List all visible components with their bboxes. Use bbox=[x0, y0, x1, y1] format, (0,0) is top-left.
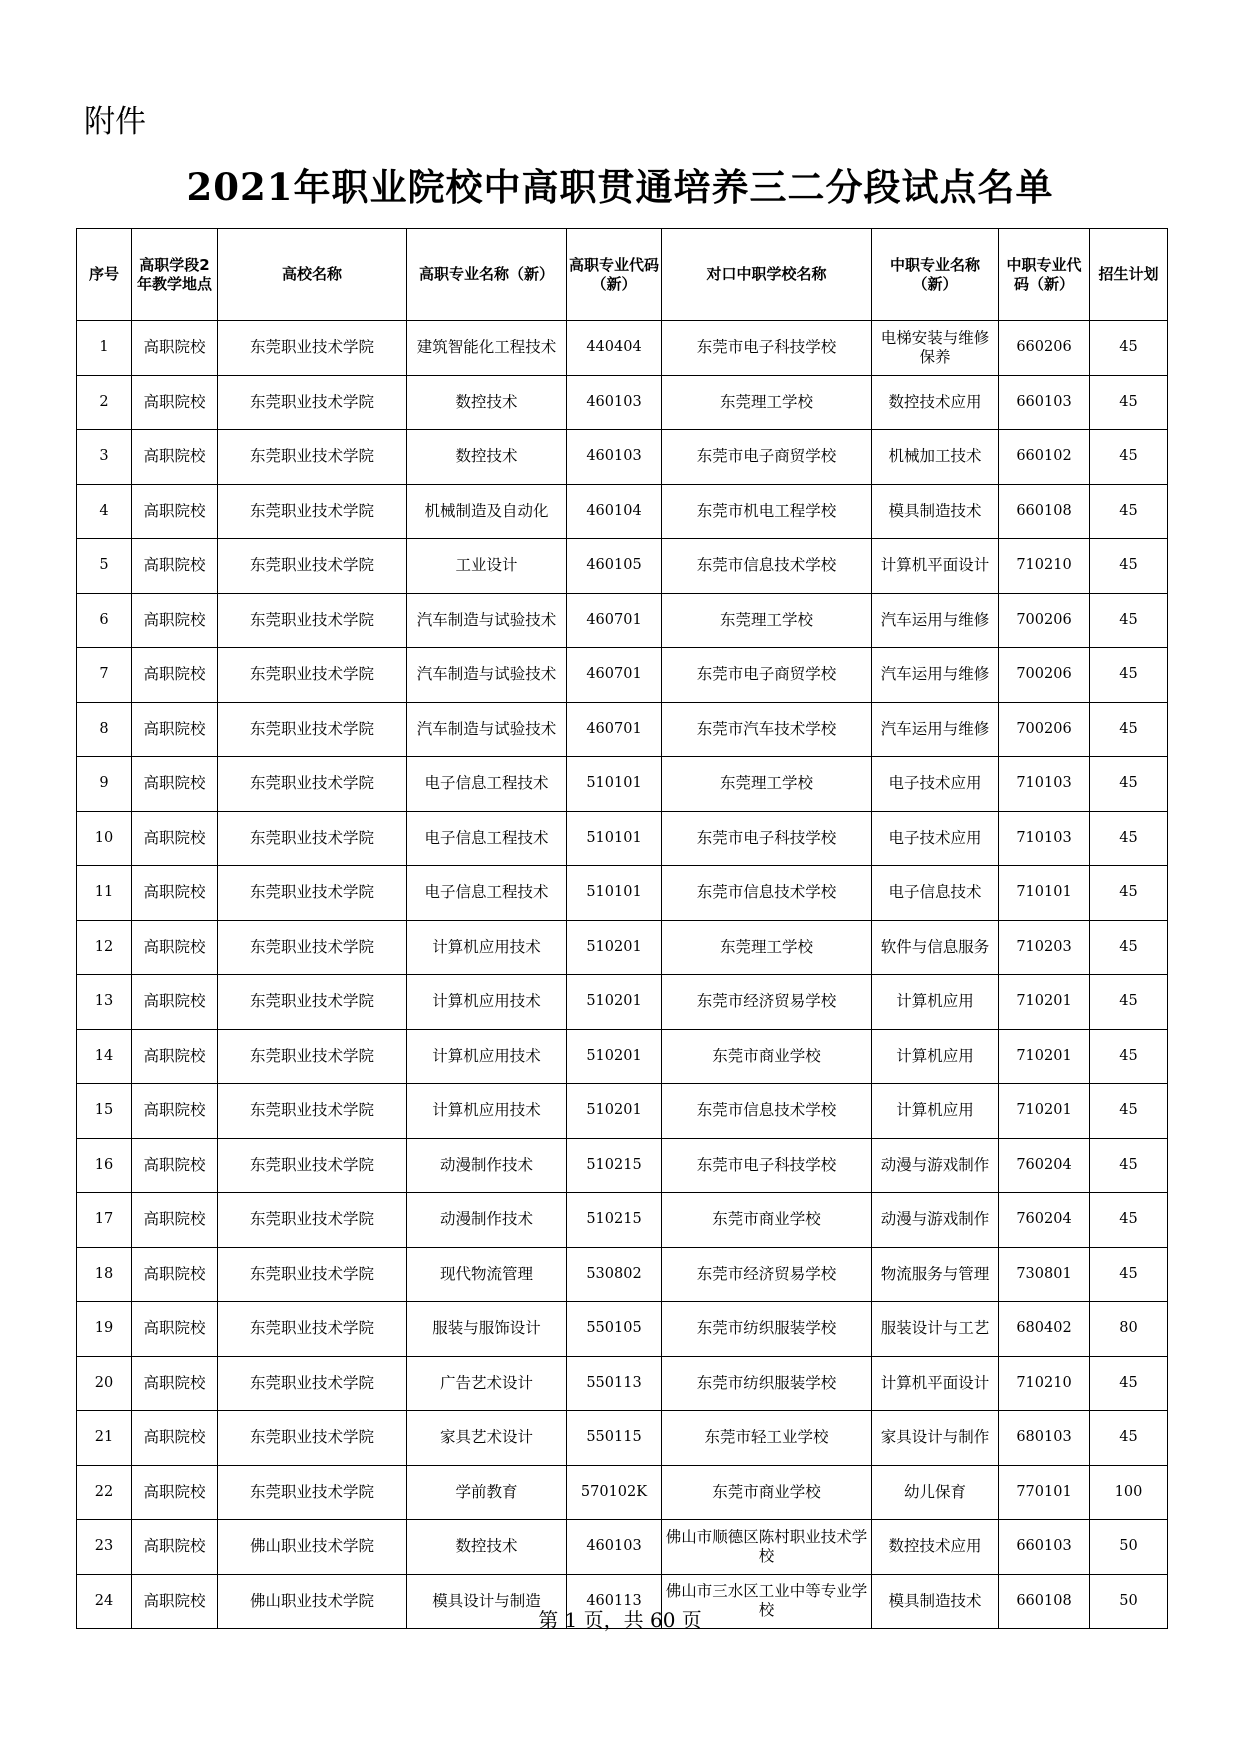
cell-college-name: 佛山职业技术学院 bbox=[218, 1520, 407, 1575]
cell-secondary-major-name: 物流服务与管理 bbox=[872, 1247, 999, 1302]
cell-higher-major-name: 广告艺术设计 bbox=[407, 1356, 567, 1411]
cell-enrollment-plan: 50 bbox=[1090, 1520, 1168, 1575]
col-header-higher-major-code: 高职专业代码（新） bbox=[567, 229, 662, 321]
cell-teaching-location: 高职院校 bbox=[132, 1247, 218, 1302]
cell-serial: 24 bbox=[77, 1574, 132, 1629]
cell-higher-major-name: 工业设计 bbox=[407, 539, 567, 594]
cell-higher-major-code: 510101 bbox=[567, 811, 662, 866]
cell-partner-school: 东莞市商业学校 bbox=[662, 1193, 872, 1248]
col-header-teaching-location: 高职学段2年教学地点 bbox=[132, 229, 218, 321]
cell-teaching-location: 高职院校 bbox=[132, 975, 218, 1030]
cell-partner-school: 东莞理工学校 bbox=[662, 757, 872, 812]
cell-higher-major-code: 510215 bbox=[567, 1193, 662, 1248]
cell-higher-major-code: 460103 bbox=[567, 430, 662, 485]
cell-partner-school: 东莞市商业学校 bbox=[662, 1029, 872, 1084]
cell-partner-school: 东莞市商业学校 bbox=[662, 1465, 872, 1520]
cell-higher-major-code: 510215 bbox=[567, 1138, 662, 1193]
cell-higher-major-name: 汽车制造与试验技术 bbox=[407, 593, 567, 648]
col-header-serial: 序号 bbox=[77, 229, 132, 321]
cell-secondary-major-code: 660103 bbox=[999, 1520, 1090, 1575]
col-header-secondary-major-name: 中职专业名称（新） bbox=[872, 229, 999, 321]
cell-teaching-location: 高职院校 bbox=[132, 920, 218, 975]
cell-enrollment-plan: 45 bbox=[1090, 811, 1168, 866]
cell-secondary-major-name: 数控技术应用 bbox=[872, 1520, 999, 1575]
cell-secondary-major-name: 汽车运用与维修 bbox=[872, 648, 999, 703]
cell-higher-major-name: 家具艺术设计 bbox=[407, 1411, 567, 1466]
cell-higher-major-name: 计算机应用技术 bbox=[407, 975, 567, 1030]
cell-higher-major-code: 570102K bbox=[567, 1465, 662, 1520]
cell-enrollment-plan: 45 bbox=[1090, 920, 1168, 975]
cell-serial: 20 bbox=[77, 1356, 132, 1411]
cell-serial: 12 bbox=[77, 920, 132, 975]
table-row bbox=[77, 321, 1168, 376]
cell-serial: 21 bbox=[77, 1411, 132, 1466]
cell-higher-major-name: 服装与服饰设计 bbox=[407, 1302, 567, 1357]
cell-higher-major-name: 数控技术 bbox=[407, 430, 567, 485]
cell-partner-school: 佛山市顺德区陈村职业技术学校 bbox=[662, 1520, 872, 1575]
cell-enrollment-plan: 45 bbox=[1090, 648, 1168, 703]
cell-higher-major-code: 510101 bbox=[567, 866, 662, 921]
cell-college-name: 东莞职业技术学院 bbox=[218, 1084, 407, 1139]
cell-higher-major-code: 460103 bbox=[567, 1520, 662, 1575]
cell-enrollment-plan: 45 bbox=[1090, 593, 1168, 648]
cell-secondary-major-name: 计算机应用 bbox=[872, 975, 999, 1030]
table-row bbox=[77, 484, 1168, 539]
page-footer: 第 1 页，共 60 页 bbox=[538, 1608, 702, 1632]
cell-partner-school: 东莞市信息技术学校 bbox=[662, 539, 872, 594]
table-row bbox=[77, 593, 1168, 648]
cell-partner-school: 东莞市电子科技学校 bbox=[662, 811, 872, 866]
cell-secondary-major-name: 计算机应用 bbox=[872, 1084, 999, 1139]
cell-partner-school: 东莞理工学校 bbox=[662, 593, 872, 648]
cell-teaching-location: 高职院校 bbox=[132, 484, 218, 539]
cell-secondary-major-code: 660102 bbox=[999, 430, 1090, 485]
cell-enrollment-plan: 45 bbox=[1090, 975, 1168, 1030]
cell-enrollment-plan: 50 bbox=[1090, 1574, 1168, 1629]
cell-secondary-major-code: 770101 bbox=[999, 1465, 1090, 1520]
cell-secondary-major-code: 710101 bbox=[999, 866, 1090, 921]
table-row bbox=[77, 1465, 1168, 1520]
cell-secondary-major-code: 710201 bbox=[999, 975, 1090, 1030]
cell-secondary-major-name: 动漫与游戏制作 bbox=[872, 1138, 999, 1193]
cell-college-name: 东莞职业技术学院 bbox=[218, 484, 407, 539]
cell-college-name: 东莞职业技术学院 bbox=[218, 321, 407, 376]
cell-serial: 16 bbox=[77, 1138, 132, 1193]
cell-secondary-major-code: 660108 bbox=[999, 484, 1090, 539]
cell-enrollment-plan: 45 bbox=[1090, 1193, 1168, 1248]
cell-serial: 5 bbox=[77, 539, 132, 594]
table-row bbox=[77, 1356, 1168, 1411]
cell-secondary-major-code: 760204 bbox=[999, 1193, 1090, 1248]
cell-secondary-major-name: 计算机平面设计 bbox=[872, 1356, 999, 1411]
document-title: 2021年职业院校中高职贯通培养三二分段试点名单 bbox=[186, 165, 1054, 209]
cell-enrollment-plan: 45 bbox=[1090, 430, 1168, 485]
cell-higher-major-code: 510101 bbox=[567, 757, 662, 812]
cell-secondary-major-code: 710201 bbox=[999, 1029, 1090, 1084]
cell-teaching-location: 高职院校 bbox=[132, 1411, 218, 1466]
cell-enrollment-plan: 45 bbox=[1090, 484, 1168, 539]
cell-serial: 1 bbox=[77, 321, 132, 376]
table-row bbox=[77, 1029, 1168, 1084]
cell-enrollment-plan: 45 bbox=[1090, 539, 1168, 594]
cell-partner-school: 东莞市机电工程学校 bbox=[662, 484, 872, 539]
cell-teaching-location: 高职院校 bbox=[132, 1084, 218, 1139]
cell-partner-school: 东莞市纺织服装学校 bbox=[662, 1356, 872, 1411]
cell-secondary-major-code: 710103 bbox=[999, 757, 1090, 812]
cell-secondary-major-code: 700206 bbox=[999, 648, 1090, 703]
cell-teaching-location: 高职院校 bbox=[132, 1574, 218, 1629]
cell-teaching-location: 高职院校 bbox=[132, 430, 218, 485]
col-header-enrollment-plan: 招生计划 bbox=[1090, 229, 1168, 321]
cell-teaching-location: 高职院校 bbox=[132, 648, 218, 703]
cell-secondary-major-code: 710201 bbox=[999, 1084, 1090, 1139]
cell-college-name: 东莞职业技术学院 bbox=[218, 1356, 407, 1411]
cell-partner-school: 东莞理工学校 bbox=[662, 920, 872, 975]
cell-partner-school: 东莞市信息技术学校 bbox=[662, 1084, 872, 1139]
cell-college-name: 东莞职业技术学院 bbox=[218, 1247, 407, 1302]
cell-enrollment-plan: 45 bbox=[1090, 1029, 1168, 1084]
cell-college-name: 东莞职业技术学院 bbox=[218, 648, 407, 703]
cell-secondary-major-name: 模具制造技术 bbox=[872, 484, 999, 539]
cell-college-name: 东莞职业技术学院 bbox=[218, 1465, 407, 1520]
table-header-row bbox=[77, 229, 1168, 321]
cell-higher-major-code: 510201 bbox=[567, 920, 662, 975]
cell-college-name: 东莞职业技术学院 bbox=[218, 1138, 407, 1193]
cell-higher-major-code: 440404 bbox=[567, 321, 662, 376]
cell-secondary-major-code: 760204 bbox=[999, 1138, 1090, 1193]
cell-higher-major-code: 460105 bbox=[567, 539, 662, 594]
table-row bbox=[77, 1520, 1168, 1575]
cell-secondary-major-name: 汽车运用与维修 bbox=[872, 593, 999, 648]
cell-college-name: 东莞职业技术学院 bbox=[218, 1302, 407, 1357]
cell-higher-major-code: 460103 bbox=[567, 375, 662, 430]
cell-enrollment-plan: 45 bbox=[1090, 1247, 1168, 1302]
cell-enrollment-plan: 45 bbox=[1090, 702, 1168, 757]
cell-secondary-major-code: 710203 bbox=[999, 920, 1090, 975]
cell-higher-major-code: 460113 bbox=[567, 1574, 662, 1629]
table-row bbox=[77, 1411, 1168, 1466]
cell-partner-school: 东莞市经济贸易学校 bbox=[662, 1247, 872, 1302]
cell-secondary-major-code: 660206 bbox=[999, 321, 1090, 376]
cell-secondary-major-name: 家具设计与制作 bbox=[872, 1411, 999, 1466]
cell-enrollment-plan: 45 bbox=[1090, 1411, 1168, 1466]
table-row bbox=[77, 1302, 1168, 1357]
col-header-secondary-major-code: 中职专业代码（新） bbox=[999, 229, 1090, 321]
cell-serial: 2 bbox=[77, 375, 132, 430]
cell-teaching-location: 高职院校 bbox=[132, 1465, 218, 1520]
table-row bbox=[77, 757, 1168, 812]
cell-secondary-major-name: 机械加工技术 bbox=[872, 430, 999, 485]
cell-college-name: 东莞职业技术学院 bbox=[218, 375, 407, 430]
cell-serial: 18 bbox=[77, 1247, 132, 1302]
cell-secondary-major-name: 数控技术应用 bbox=[872, 375, 999, 430]
cell-secondary-major-name: 服装设计与工艺 bbox=[872, 1302, 999, 1357]
cell-serial: 17 bbox=[77, 1193, 132, 1248]
cell-higher-major-code: 460701 bbox=[567, 593, 662, 648]
table-row bbox=[77, 539, 1168, 594]
cell-secondary-major-code: 730801 bbox=[999, 1247, 1090, 1302]
cell-college-name: 东莞职业技术学院 bbox=[218, 811, 407, 866]
cell-enrollment-plan: 45 bbox=[1090, 321, 1168, 376]
cell-higher-major-name: 汽车制造与试验技术 bbox=[407, 648, 567, 703]
cell-higher-major-name: 机械制造及自动化 bbox=[407, 484, 567, 539]
cell-serial: 7 bbox=[77, 648, 132, 703]
cell-enrollment-plan: 45 bbox=[1090, 375, 1168, 430]
table-row bbox=[77, 920, 1168, 975]
cell-secondary-major-name: 电梯安装与维修保养 bbox=[872, 321, 999, 376]
table-row bbox=[77, 811, 1168, 866]
cell-serial: 14 bbox=[77, 1029, 132, 1084]
cell-teaching-location: 高职院校 bbox=[132, 1302, 218, 1357]
cell-teaching-location: 高职院校 bbox=[132, 321, 218, 376]
cell-teaching-location: 高职院校 bbox=[132, 1138, 218, 1193]
cell-secondary-major-code: 710103 bbox=[999, 811, 1090, 866]
cell-enrollment-plan: 100 bbox=[1090, 1465, 1168, 1520]
cell-higher-major-code: 460701 bbox=[567, 702, 662, 757]
cell-teaching-location: 高职院校 bbox=[132, 702, 218, 757]
cell-serial: 15 bbox=[77, 1084, 132, 1139]
cell-higher-major-code: 550115 bbox=[567, 1411, 662, 1466]
cell-enrollment-plan: 45 bbox=[1090, 1138, 1168, 1193]
cell-partner-school: 东莞市电子商贸学校 bbox=[662, 648, 872, 703]
cell-secondary-major-code: 700206 bbox=[999, 593, 1090, 648]
cell-secondary-major-name: 汽车运用与维修 bbox=[872, 702, 999, 757]
cell-secondary-major-name: 电子技术应用 bbox=[872, 757, 999, 812]
cell-enrollment-plan: 45 bbox=[1090, 1084, 1168, 1139]
cell-higher-major-code: 460104 bbox=[567, 484, 662, 539]
cell-higher-major-name: 电子信息工程技术 bbox=[407, 811, 567, 866]
cell-higher-major-code: 550113 bbox=[567, 1356, 662, 1411]
cell-partner-school: 东莞市电子商贸学校 bbox=[662, 430, 872, 485]
cell-higher-major-code: 510201 bbox=[567, 1029, 662, 1084]
cell-secondary-major-name: 动漫与游戏制作 bbox=[872, 1193, 999, 1248]
cell-enrollment-plan: 45 bbox=[1090, 757, 1168, 812]
cell-college-name: 东莞职业技术学院 bbox=[218, 702, 407, 757]
cell-college-name: 东莞职业技术学院 bbox=[218, 920, 407, 975]
cell-secondary-major-name: 幼儿保育 bbox=[872, 1465, 999, 1520]
cell-college-name: 东莞职业技术学院 bbox=[218, 593, 407, 648]
cell-serial: 3 bbox=[77, 430, 132, 485]
col-header-partner-school: 对口中职学校名称 bbox=[662, 229, 872, 321]
cell-secondary-major-code: 680402 bbox=[999, 1302, 1090, 1357]
cell-teaching-location: 高职院校 bbox=[132, 757, 218, 812]
cell-serial: 4 bbox=[77, 484, 132, 539]
cell-college-name: 东莞职业技术学院 bbox=[218, 975, 407, 1030]
cell-enrollment-plan: 45 bbox=[1090, 1356, 1168, 1411]
cell-higher-major-code: 460701 bbox=[567, 648, 662, 703]
cell-teaching-location: 高职院校 bbox=[132, 866, 218, 921]
col-header-college-name: 高校名称 bbox=[218, 229, 407, 321]
table-row bbox=[77, 1247, 1168, 1302]
cell-college-name: 东莞职业技术学院 bbox=[218, 539, 407, 594]
cell-partner-school: 东莞市电子科技学校 bbox=[662, 321, 872, 376]
cell-secondary-major-name: 计算机平面设计 bbox=[872, 539, 999, 594]
cell-teaching-location: 高职院校 bbox=[132, 539, 218, 594]
cell-secondary-major-code: 710210 bbox=[999, 1356, 1090, 1411]
cell-teaching-location: 高职院校 bbox=[132, 811, 218, 866]
cell-higher-major-name: 模具设计与制造 bbox=[407, 1574, 567, 1629]
cell-enrollment-plan: 45 bbox=[1090, 866, 1168, 921]
cell-higher-major-code: 550105 bbox=[567, 1302, 662, 1357]
cell-teaching-location: 高职院校 bbox=[132, 1029, 218, 1084]
cell-higher-major-name: 计算机应用技术 bbox=[407, 920, 567, 975]
pilot-roster-table bbox=[76, 228, 1168, 1629]
cell-college-name: 东莞职业技术学院 bbox=[218, 866, 407, 921]
cell-secondary-major-code: 660103 bbox=[999, 375, 1090, 430]
table-row bbox=[77, 1084, 1168, 1139]
cell-serial: 10 bbox=[77, 811, 132, 866]
cell-partner-school: 东莞市轻工业学校 bbox=[662, 1411, 872, 1466]
cell-higher-major-name: 电子信息工程技术 bbox=[407, 866, 567, 921]
cell-partner-school: 东莞市汽车技术学校 bbox=[662, 702, 872, 757]
cell-teaching-location: 高职院校 bbox=[132, 375, 218, 430]
cell-higher-major-name: 汽车制造与试验技术 bbox=[407, 702, 567, 757]
cell-partner-school: 东莞理工学校 bbox=[662, 375, 872, 430]
cell-higher-major-name: 现代物流管理 bbox=[407, 1247, 567, 1302]
cell-secondary-major-name: 电子技术应用 bbox=[872, 811, 999, 866]
cell-secondary-major-name: 电子信息技术 bbox=[872, 866, 999, 921]
cell-secondary-major-code: 710210 bbox=[999, 539, 1090, 594]
cell-serial: 11 bbox=[77, 866, 132, 921]
cell-higher-major-name: 动漫制作技术 bbox=[407, 1138, 567, 1193]
cell-college-name: 佛山职业技术学院 bbox=[218, 1574, 407, 1629]
cell-partner-school: 东莞市纺织服装学校 bbox=[662, 1302, 872, 1357]
cell-serial: 13 bbox=[77, 975, 132, 1030]
cell-partner-school: 东莞市信息技术学校 bbox=[662, 866, 872, 921]
cell-secondary-major-code: 700206 bbox=[999, 702, 1090, 757]
cell-higher-major-name: 学前教育 bbox=[407, 1465, 567, 1520]
cell-enrollment-plan: 80 bbox=[1090, 1302, 1168, 1357]
cell-partner-school: 东莞市电子科技学校 bbox=[662, 1138, 872, 1193]
cell-college-name: 东莞职业技术学院 bbox=[218, 1193, 407, 1248]
cell-higher-major-name: 数控技术 bbox=[407, 375, 567, 430]
cell-teaching-location: 高职院校 bbox=[132, 1193, 218, 1248]
table-row bbox=[77, 866, 1168, 921]
cell-secondary-major-code: 680103 bbox=[999, 1411, 1090, 1466]
cell-teaching-location: 高职院校 bbox=[132, 593, 218, 648]
cell-higher-major-name: 数控技术 bbox=[407, 1520, 567, 1575]
cell-higher-major-code: 510201 bbox=[567, 975, 662, 1030]
cell-college-name: 东莞职业技术学院 bbox=[218, 757, 407, 812]
cell-serial: 9 bbox=[77, 757, 132, 812]
table-row bbox=[77, 1138, 1168, 1193]
cell-serial: 19 bbox=[77, 1302, 132, 1357]
cell-higher-major-name: 电子信息工程技术 bbox=[407, 757, 567, 812]
cell-college-name: 东莞职业技术学院 bbox=[218, 430, 407, 485]
cell-higher-major-code: 510201 bbox=[567, 1084, 662, 1139]
table-row bbox=[77, 975, 1168, 1030]
cell-partner-school: 佛山市三水区工业中等专业学校 bbox=[662, 1574, 872, 1629]
attachment-label: 附件 bbox=[84, 104, 146, 140]
cell-secondary-major-name: 计算机应用 bbox=[872, 1029, 999, 1084]
cell-serial: 23 bbox=[77, 1520, 132, 1575]
cell-serial: 8 bbox=[77, 702, 132, 757]
cell-serial: 22 bbox=[77, 1465, 132, 1520]
cell-partner-school: 东莞市经济贸易学校 bbox=[662, 975, 872, 1030]
table-row bbox=[77, 648, 1168, 703]
table-row bbox=[77, 1193, 1168, 1248]
table-row bbox=[77, 375, 1168, 430]
cell-higher-major-name: 计算机应用技术 bbox=[407, 1029, 567, 1084]
cell-college-name: 东莞职业技术学院 bbox=[218, 1029, 407, 1084]
cell-secondary-major-code: 660108 bbox=[999, 1574, 1090, 1629]
cell-secondary-major-name: 软件与信息服务 bbox=[872, 920, 999, 975]
cell-college-name: 东莞职业技术学院 bbox=[218, 1411, 407, 1466]
col-header-higher-major-name: 高职专业名称（新） bbox=[407, 229, 567, 321]
cell-higher-major-code: 530802 bbox=[567, 1247, 662, 1302]
cell-secondary-major-name: 模具制造技术 bbox=[872, 1574, 999, 1629]
table-row bbox=[77, 702, 1168, 757]
table-row bbox=[77, 430, 1168, 485]
cell-higher-major-name: 建筑智能化工程技术 bbox=[407, 321, 567, 376]
cell-teaching-location: 高职院校 bbox=[132, 1356, 218, 1411]
cell-higher-major-name: 动漫制作技术 bbox=[407, 1193, 567, 1248]
cell-higher-major-name: 计算机应用技术 bbox=[407, 1084, 567, 1139]
cell-teaching-location: 高职院校 bbox=[132, 1520, 218, 1575]
cell-serial: 6 bbox=[77, 593, 132, 648]
